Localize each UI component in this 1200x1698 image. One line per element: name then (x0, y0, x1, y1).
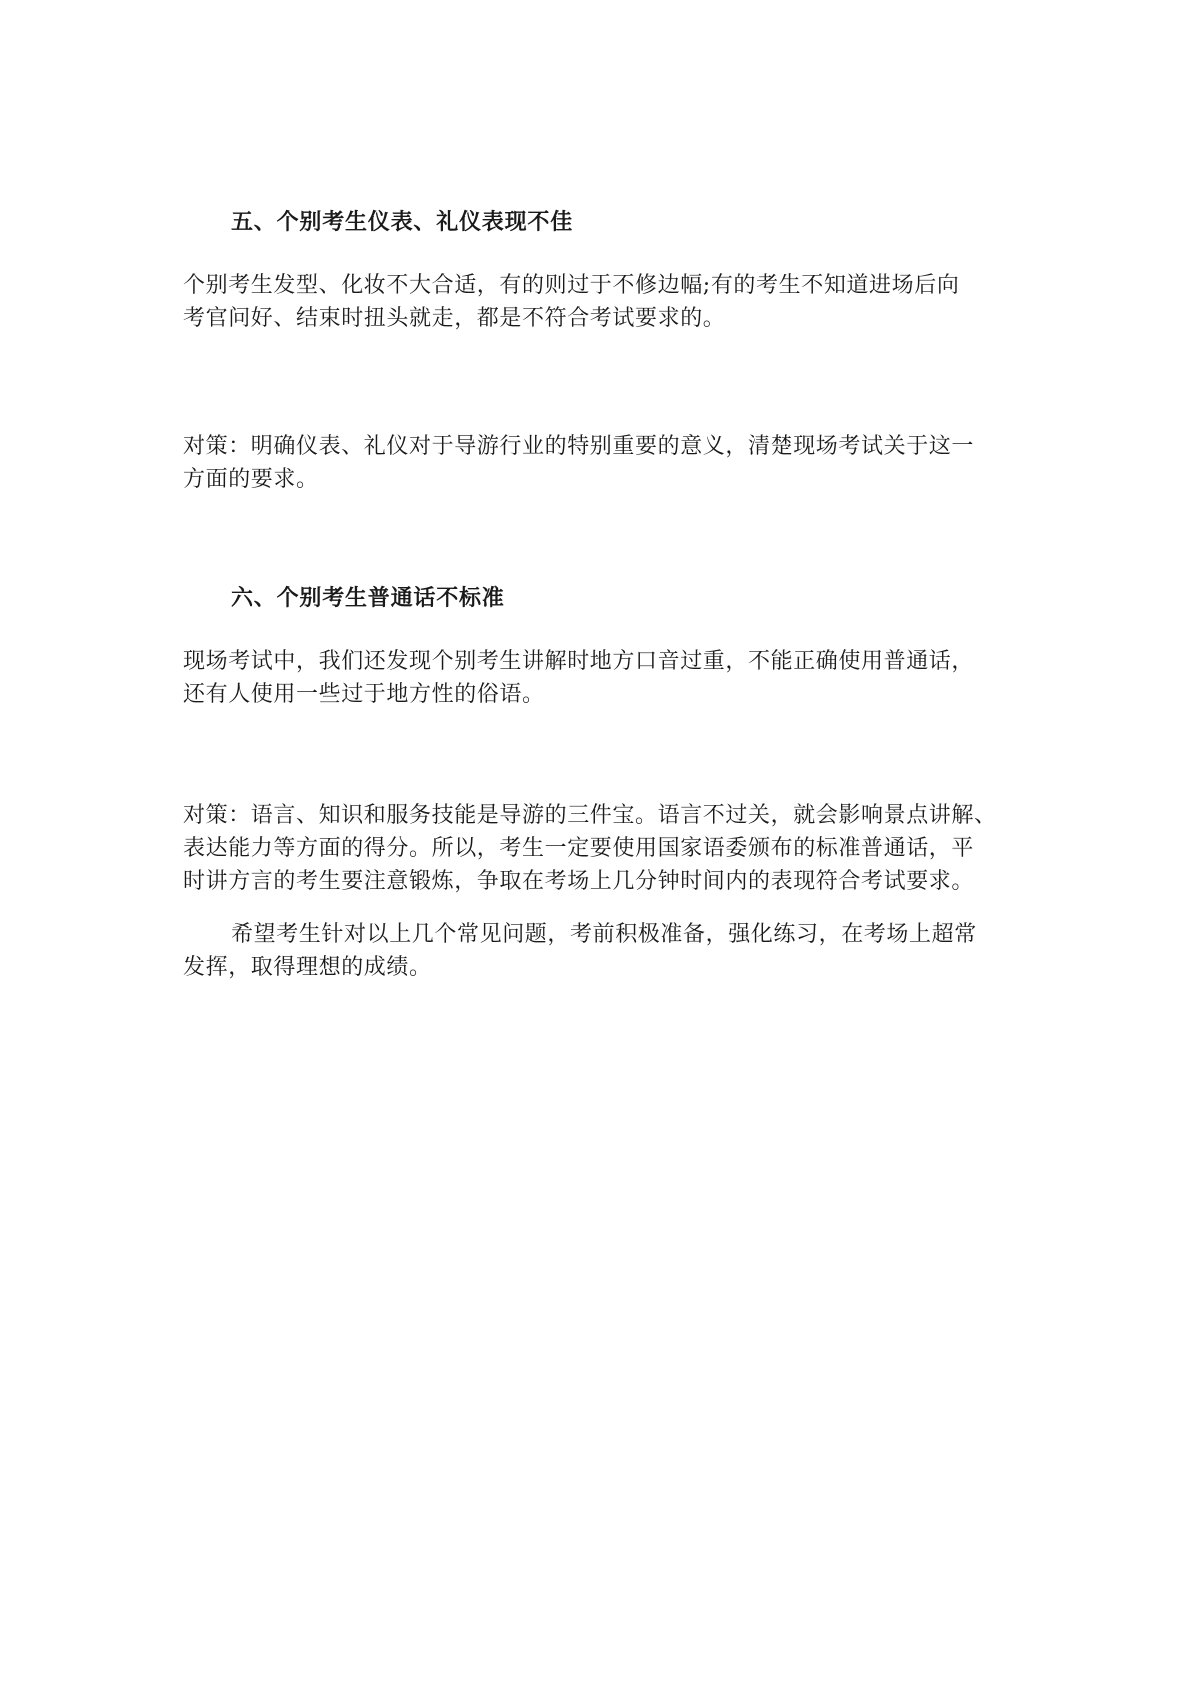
paragraph-line: 个别考生发型、化妆不大合适，有的则过于不修边幅;有的考生不知道进场后向 (183, 273, 960, 298)
closing-paragraph (183, 918, 1023, 984)
section-5-strategy-paragraph (183, 430, 1023, 496)
paragraph-line: 还有人使用一些过于地方性的俗语。 (183, 682, 545, 707)
section-6-strategy-paragraph (183, 799, 1023, 898)
section-6-heading: 六、个别考生普通话不标准 (231, 586, 505, 611)
paragraph-line: 时讲方言的考生要注意锻炼，争取在考场上几分钟时间内的表现符合考试要求。 (183, 869, 975, 894)
paragraph-line: 对策：明确仪表、礼仪对于导游行业的特别重要的意义，清楚现场考试关于这一 (183, 434, 975, 459)
section-6-problem-paragraph (183, 645, 1023, 711)
paragraph-line: 发挥，取得理想的成绩。 (183, 955, 432, 980)
paragraph-line: 表达能力等方面的得分。所以，考生一定要使用国家语委颁布的标准普通话，平 (183, 836, 975, 861)
paragraph-line: 现场考试中，我们还发现个别考生讲解时地方口音过重，不能正确使用普通话， (183, 649, 975, 674)
section-5-problem-paragraph (183, 269, 1023, 335)
paragraph-line: 考官问好、结束时扭头就走，都是不符合考试要求的。 (183, 306, 726, 331)
section-5-heading: 五、个别考生仪表、礼仪表现不佳 (231, 210, 574, 235)
paragraph-line: 对策：语言、知识和服务技能是导游的三件宝。语言不过关，就会影响景点讲解、 (183, 803, 997, 828)
paragraph-line: 希望考生针对以上几个常见问题，考前积极准备，强化练习，在考场上超常 (231, 922, 977, 947)
paragraph-line: 方面的要求。 (183, 467, 319, 492)
